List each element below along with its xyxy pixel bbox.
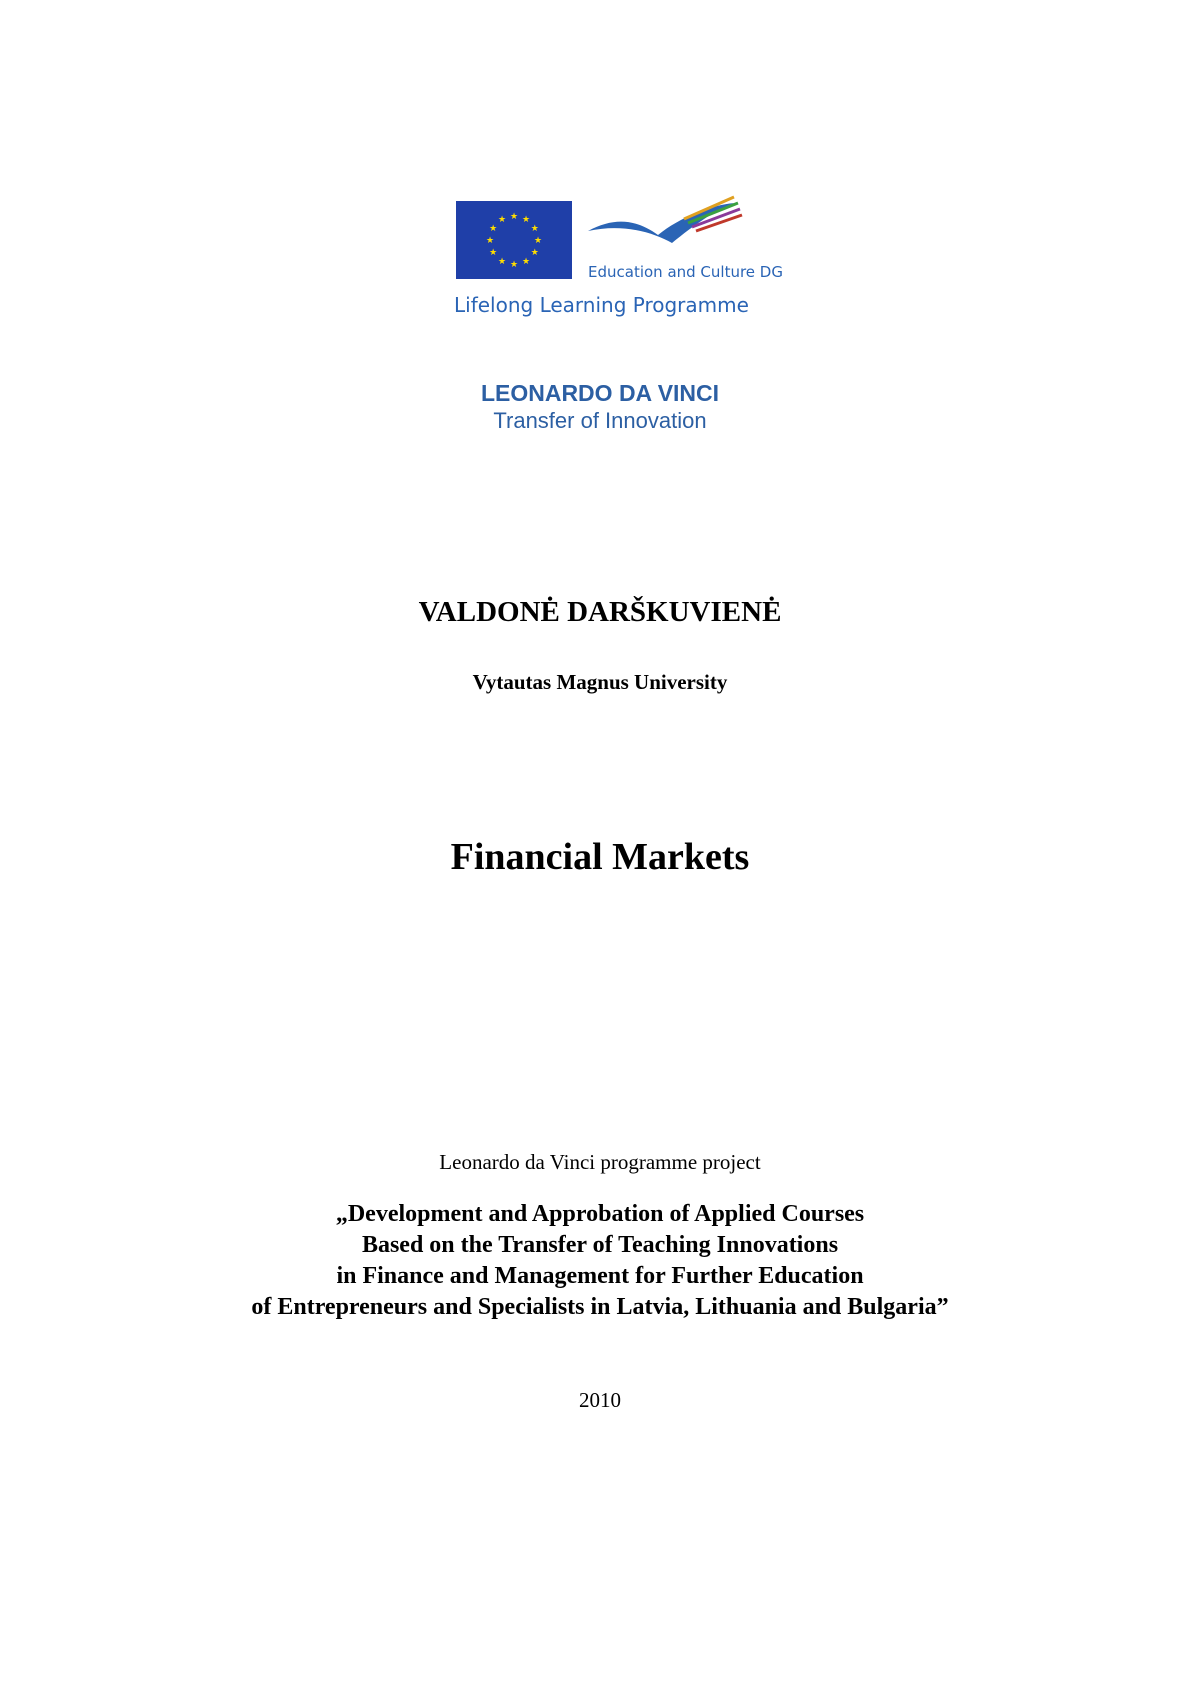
bird-logo-icon	[584, 195, 744, 255]
eu-star-icon: ★	[530, 223, 539, 233]
eu-flag-icon	[456, 201, 572, 279]
eu-star-icon: ★	[509, 211, 519, 221]
eu-star-icon: ★	[521, 255, 531, 266]
project-title	[0, 1199, 1200, 1323]
project-title-line: Based on the Transfer of Teaching Innovations	[361, 1232, 839, 1258]
eu-star-icon: ★	[497, 255, 507, 266]
eu-star-icon: ★	[497, 214, 507, 225]
publication-year: 2010	[579, 1388, 621, 1412]
author-affiliation: Vytautas Magnus University	[472, 670, 728, 694]
eu-star-icon: ★	[509, 259, 519, 269]
programme-name: LEONARDO DA VINCI	[480, 380, 720, 406]
project-title-line: of Entrepreneurs and Specialists in Latvia, Lithuania and Bulgaria”	[251, 1294, 949, 1320]
eu-star-icon: ★	[533, 235, 543, 245]
dg-label: Education and Culture DG	[588, 263, 783, 281]
lifelong-learning-logo	[452, 193, 782, 325]
project-title-line: in Finance and Management for Further Education	[336, 1263, 864, 1289]
eu-star-icon: ★	[485, 235, 495, 245]
author-name: VALDONĖ DARŠKUVIENĖ	[418, 596, 782, 628]
programme-subtitle: Transfer of Innovation	[493, 408, 707, 433]
eu-star-icon: ★	[489, 247, 498, 257]
project-title-line: „Development and Approbation of Applied Courses	[335, 1201, 865, 1227]
project-label: Leonardo da Vinci programme project	[439, 1150, 761, 1174]
document-title: Financial Markets	[450, 836, 750, 878]
eu-star-icon: ★	[530, 247, 539, 257]
eu-star-icon: ★	[489, 223, 498, 233]
programme-label: Lifelong Learning Programme	[454, 293, 749, 317]
eu-star-icon: ★	[521, 214, 531, 225]
